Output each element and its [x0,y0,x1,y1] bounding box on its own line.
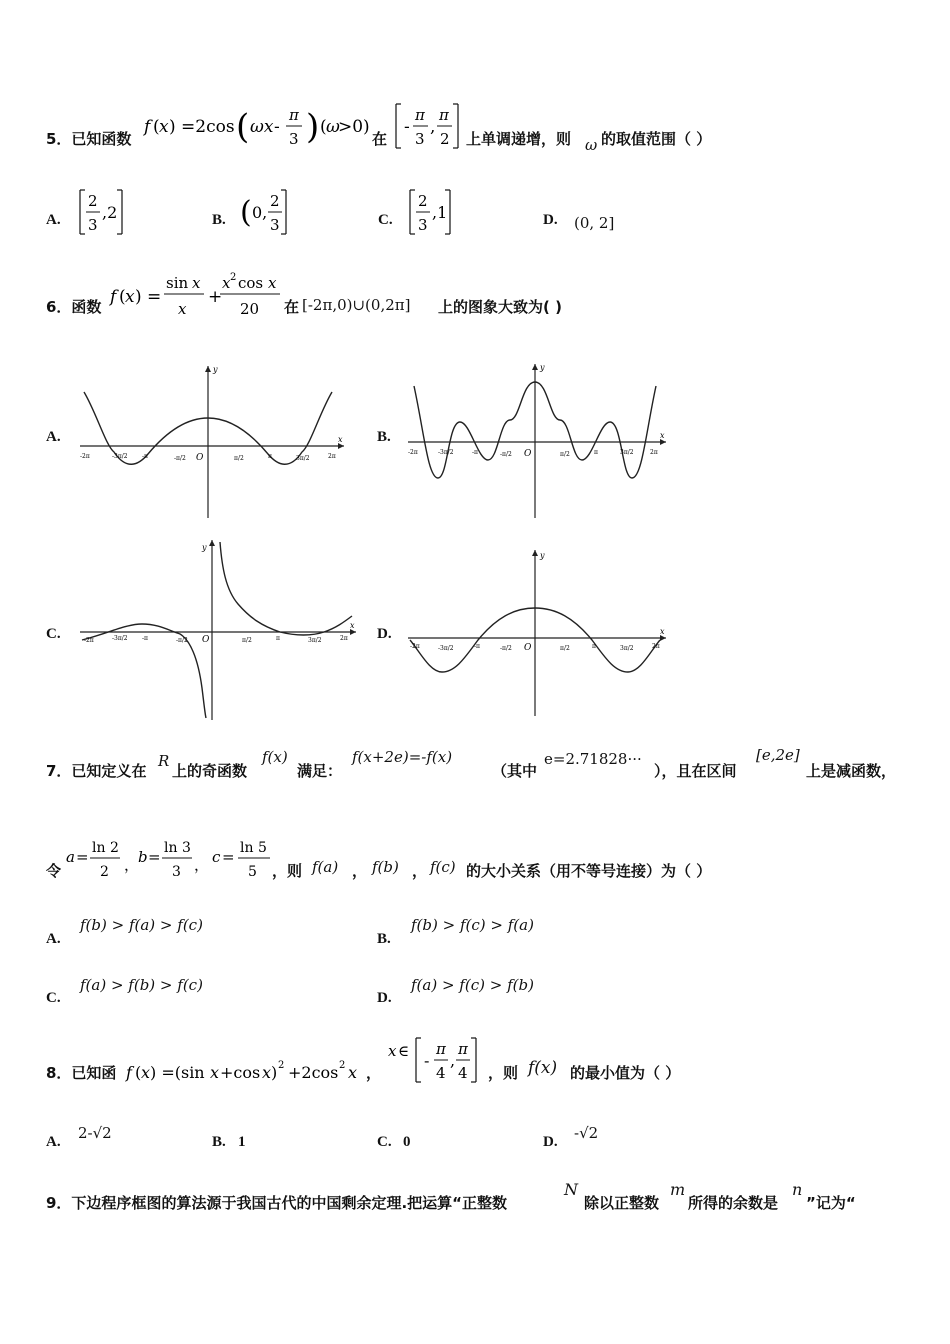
svg-text:2: 2 [339,1060,346,1071]
svg-text:3: 3 [289,130,299,148]
q6-d-origin: O [524,643,532,653]
q5-var: ω [585,136,598,154]
svg-text:2π: 2π [652,643,660,650]
svg-text:-2π: -2π [410,643,420,650]
q6-expression [108,266,284,320]
q9-t1: 除以正整数 [584,1194,660,1212]
q7-option-a-label: A. [46,931,61,947]
q6-mid: 在 [284,298,300,316]
svg-text:(: ( [320,117,327,137]
q7-e-value: e=2.71828··· [544,750,642,768]
svg-text:) =2cos: ) =2cos [169,117,235,137]
svg-text:sin: sin [166,274,189,292]
q6-lead: 6．函数 [46,298,102,316]
q7-option-d: f(a) > f(c) > f(b) [411,976,534,994]
q6-b-x-label: x [660,431,665,440]
q6-graph-d-label: D. [377,626,392,642]
svg-text:π: π [594,449,598,456]
svg-text:,: , [450,1051,456,1070]
q8-option-a-label: A. [46,1134,61,1150]
q5-lead: 5．已知函数 [46,130,132,148]
q6-b-origin: O [524,449,532,459]
svg-text:f: f [110,287,117,307]
svg-text:0,: 0, [252,203,268,222]
q7-fc: f(c) [430,858,456,876]
svg-text:2: 2 [88,192,98,210]
svg-text:2: 2 [270,192,280,210]
svg-text:c: c [212,848,221,866]
q7-t7: 的大小关系（用不等号连接）为（ ） [466,862,712,880]
svg-text:x: x [348,1063,358,1082]
svg-text:π: π [289,106,299,124]
svg-text:2π: 2π [650,449,658,456]
q8-lead: 8．已知函 [46,1064,117,1082]
svg-text:cos: cos [238,274,264,292]
svg-text:3π/2: 3π/2 [620,449,634,456]
q8-t2: 的最小值为（ ） [570,1064,681,1082]
q6-graph-c [76,538,360,722]
q6-a-x-label: x [338,435,343,444]
q7-fx: f(x) [262,748,288,766]
q7-ling: 令 [46,862,62,880]
svg-text:ω: ω [326,117,340,137]
q8-domain [386,1034,486,1086]
svg-text:-2π: -2π [408,449,418,456]
svg-text:(: ( [119,287,126,307]
svg-text:+: + [208,287,223,307]
q6-domain: [-2π,0)∪(0,2π] [302,296,411,314]
q6-a-origin: O [196,453,204,463]
svg-text:3: 3 [418,216,428,234]
q8-option-b: 1 [238,1134,246,1150]
q6-d-y-label: y [540,551,545,560]
svg-text:a: a [66,848,75,866]
svg-text:3π/2: 3π/2 [296,455,310,462]
svg-text:π: π [276,635,280,642]
q6-graph-b-label: B. [377,429,391,445]
q8-t1: ，则 [488,1064,519,1082]
svg-text:2: 2 [418,192,428,210]
svg-text:-: - [424,1051,430,1070]
svg-text:ln 5: ln 5 [240,840,267,856]
q5-option-a [76,186,128,238]
svg-text:2π: 2π [340,635,348,642]
svg-text:-3π/2: -3π/2 [112,635,128,642]
q9-m: m [670,1180,686,1199]
svg-text:,2: ,2 [102,203,118,222]
svg-text:4: 4 [436,1064,446,1082]
q7-t2: 满足： [297,762,343,780]
svg-text:-: - [404,117,410,137]
svg-text:2: 2 [100,864,109,880]
svg-text:3π/2: 3π/2 [620,645,634,652]
q7-fa: f(a) [312,858,339,876]
q8-option-c-label: C. [377,1134,392,1150]
svg-text:2: 2 [230,272,237,283]
q6-tail: 上的图象大致为( ) [438,298,562,316]
q9-lead: 9．下边程序框图的算法源于我国古代的中国剩余定理.把运算“正整数 [46,1194,507,1212]
svg-text:x: x [141,1063,151,1082]
q9-N: N [564,1180,578,1199]
q5-tail: 上单调递增，则 [466,130,572,148]
q8-option-b-label: B. [212,1134,226,1150]
q7-option-c: f(a) > f(b) > f(c) [80,976,203,994]
q5-option-b-label: B. [212,212,226,228]
svg-text:20: 20 [240,300,260,318]
svg-text:x: x [159,117,169,137]
svg-text:>0): >0) [338,117,370,137]
svg-text:-: - [274,117,280,137]
q8-option-d: -√2 [574,1124,599,1142]
svg-text:x: x [222,274,231,292]
q7-fb: f(b) [372,858,399,876]
svg-text:-π: -π [142,453,148,460]
q7-option-c-label: C. [46,990,61,1006]
svg-text:-3π/2: -3π/2 [438,645,454,652]
svg-text:-π/2: -π/2 [500,451,512,458]
svg-text:π: π [415,106,425,124]
q6-c-origin: O [202,635,210,645]
q6-a-y-label: y [213,365,218,374]
q7-t6: ，则 [272,862,303,880]
q6-c-x-label: x [350,621,355,630]
svg-text:) =(sin: ) =(sin [150,1063,205,1082]
svg-text:3π/2: 3π/2 [308,637,322,644]
q6-b-y-label: y [540,363,545,372]
q8-sep: ， [366,1064,382,1082]
svg-text:x: x [192,274,201,292]
q5-interval [392,96,464,150]
svg-text:π: π [439,106,449,124]
q6-graph-a [76,362,348,522]
svg-text:(: ( [135,1063,142,1082]
svg-text:x: x [125,287,135,307]
svg-text:5: 5 [248,864,257,880]
q6-c-y-label: y [202,543,207,552]
svg-text:ln 2: ln 2 [92,840,119,856]
svg-text:π/2: π/2 [242,637,252,644]
q5-mid: 在 [372,130,388,148]
svg-text:(: ( [240,195,252,230]
q8-fx: f(x) [528,1058,558,1078]
svg-text:+cos: +cos [220,1063,261,1082]
svg-text:-π/2: -π/2 [174,455,186,462]
q6-graph-a-label: A. [46,429,61,445]
q5-option-b [238,186,290,238]
q5-option-a-label: A. [46,212,61,228]
svg-text:2: 2 [278,1060,285,1071]
q5-expression [140,96,370,150]
q7-R: R [158,752,170,770]
svg-text:4: 4 [458,1064,468,1082]
q7-option-b-label: B. [377,931,391,947]
svg-text:f: f [144,117,151,137]
q7-option-b: f(b) > f(c) > f(a) [411,916,534,934]
svg-text:): ) [271,1063,278,1082]
svg-text:+2cos: +2cos [288,1063,339,1082]
q6-graph-c-label: C. [46,626,61,642]
svg-text:3: 3 [172,864,181,880]
svg-text:x: x [262,1063,272,1082]
svg-text:f: f [126,1063,132,1082]
svg-text:3: 3 [415,130,425,148]
svg-text:π/2: π/2 [560,645,570,652]
q7-t4: ），且在区间 [654,762,737,780]
q8-option-d-label: D. [543,1134,558,1150]
svg-text:x: x [388,1042,397,1060]
svg-text:-π: -π [472,449,478,456]
q7-definitions [64,834,286,882]
svg-text:2: 2 [440,130,450,148]
q7-t5: 上是减函数， [806,762,897,780]
q9-t3: ”记为“ [806,1194,856,1212]
q6-graph-b [404,362,670,522]
svg-text:-2π: -2π [80,453,90,460]
svg-text:): ) [306,107,320,147]
svg-text:-π: -π [142,635,148,642]
q7-option-a: f(b) > f(a) > f(c) [80,916,203,934]
svg-text:x: x [268,274,277,292]
svg-text:π: π [592,643,596,650]
q9-n: n [792,1180,803,1199]
svg-text:x: x [178,300,187,318]
q7-t1: 上的奇函数 [172,762,248,780]
svg-text:ln 3: ln 3 [164,840,191,856]
svg-text:(: ( [153,117,160,137]
svg-text:,: , [430,117,436,137]
q9-t2: 所得的余数是 [688,1194,779,1212]
q7-lead: 7．已知定义在 [46,762,147,780]
q6-d-x-label: x [660,627,665,636]
q7-interval: [e,2e] [756,746,800,764]
svg-text:π: π [458,1040,468,1058]
svg-text:π: π [436,1040,446,1058]
svg-text:(: ( [236,107,250,147]
svg-text:-π/2: -π/2 [176,637,188,644]
q5-option-c-label: C. [378,212,393,228]
svg-text:b: b [138,848,148,866]
svg-text:，: ， [194,856,210,874]
svg-text:=: = [222,848,235,866]
q7-t3: （其中 [492,762,538,780]
q8-option-c: 0 [403,1134,411,1150]
svg-text:-π: -π [474,643,480,650]
q8-expression [124,1054,364,1088]
q8-option-a: 2-√2 [78,1124,112,1142]
svg-text:π/2: π/2 [234,455,244,462]
svg-text:-π/2: -π/2 [500,645,512,652]
svg-text:-3π/2: -3π/2 [112,453,128,460]
svg-text:=: = [148,848,161,866]
svg-text:π/2: π/2 [560,451,570,458]
svg-text:，: ， [124,856,140,874]
svg-text:) =: ) = [135,287,162,307]
q7-eq: f(x+2e)=-f(x) [352,748,453,766]
q7-option-d-label: D. [377,990,392,1006]
q5-option-c [406,186,456,238]
q5-option-d: (0, 2] [574,214,615,232]
svg-text:∈: ∈ [398,1042,410,1060]
svg-text:π: π [268,453,272,460]
svg-text:-2π: -2π [84,637,94,644]
q5-option-d-label: D. [543,212,558,228]
svg-text:-3π/2: -3π/2 [438,449,454,456]
svg-text:ωx: ωx [250,117,274,137]
svg-text:3: 3 [270,216,280,234]
svg-text:=: = [76,848,89,866]
svg-text:x: x [210,1063,220,1082]
svg-text:2π: 2π [328,453,336,460]
svg-text:3: 3 [88,216,98,234]
q6-graph-d [404,548,670,720]
q5-tail2: 的取值范围（ ） [601,130,712,148]
svg-text:,1: ,1 [432,203,448,222]
